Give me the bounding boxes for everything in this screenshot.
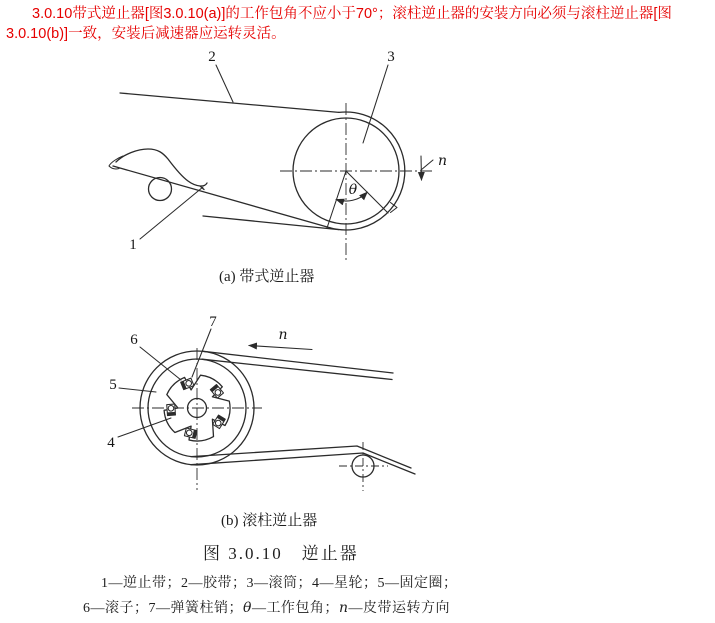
roller-and-spring-pin [184, 428, 197, 438]
part3-label: 3 [387, 49, 395, 65]
legend-n-desc: —皮带运转方向 [348, 601, 450, 616]
part7-label: 7 [209, 314, 217, 330]
leader-part2 [216, 65, 233, 102]
part4-label: 4 [107, 435, 115, 451]
roller-and-spring-pin [213, 415, 226, 429]
legend-theta-symbol: θ [243, 600, 252, 616]
legend-part-6-7: 6—滚子；7—弹簧柱销； [83, 601, 243, 616]
part6-label: 6 [130, 332, 138, 348]
part2-label: 2 [208, 49, 216, 65]
figure-legend-line1: 1—逆止带；2—胶带；3—滚筒；4—星轮；5—固定圈； [101, 576, 458, 591]
leader-part4 [118, 418, 171, 437]
n-label: n [278, 327, 288, 343]
legend-theta-desc: —工作包角； [251, 601, 339, 616]
part5-label: 5 [109, 377, 117, 393]
theta-label: θ [348, 182, 358, 198]
diagram-a-belt-backstop [80, 48, 465, 263]
band-anchor-lever [116, 149, 207, 190]
leader-part5 [119, 388, 156, 392]
rotation-arrow [421, 156, 422, 180]
n-label: n [438, 153, 448, 169]
belt-top-line [120, 93, 339, 112]
rotation-arrow-tick [421, 160, 433, 170]
anchor-roller-circle [149, 178, 172, 201]
roller-and-spring-pin [167, 404, 176, 416]
caption-a: (a) 带式逆止器 [219, 269, 315, 285]
legend-n-symbol: n [338, 600, 349, 616]
belt-bottom-line [203, 216, 339, 230]
leader-part3 [363, 65, 388, 143]
part1-label: 1 [129, 237, 137, 253]
figure-title: 图 3.0.10 逆止器 [203, 544, 359, 563]
diagram-b-roller-backstop [85, 300, 505, 510]
backstop-band-line [113, 166, 330, 228]
caption-b: (b) 滚柱逆止器 [221, 513, 318, 529]
belt-direction-arrow [249, 346, 312, 350]
leader-part7 [192, 329, 211, 377]
figure-legend-line2 [83, 597, 450, 617]
clause-3-0-10-text: 3.0.10带式逆止器[图3.0.10(a)]的工作包角不应小于70°；滚柱逆止器的安装方向必须与滚柱逆止器[图3.0.10(b)]一致，安装后减速器应运转灵活。 [6, 6, 672, 42]
